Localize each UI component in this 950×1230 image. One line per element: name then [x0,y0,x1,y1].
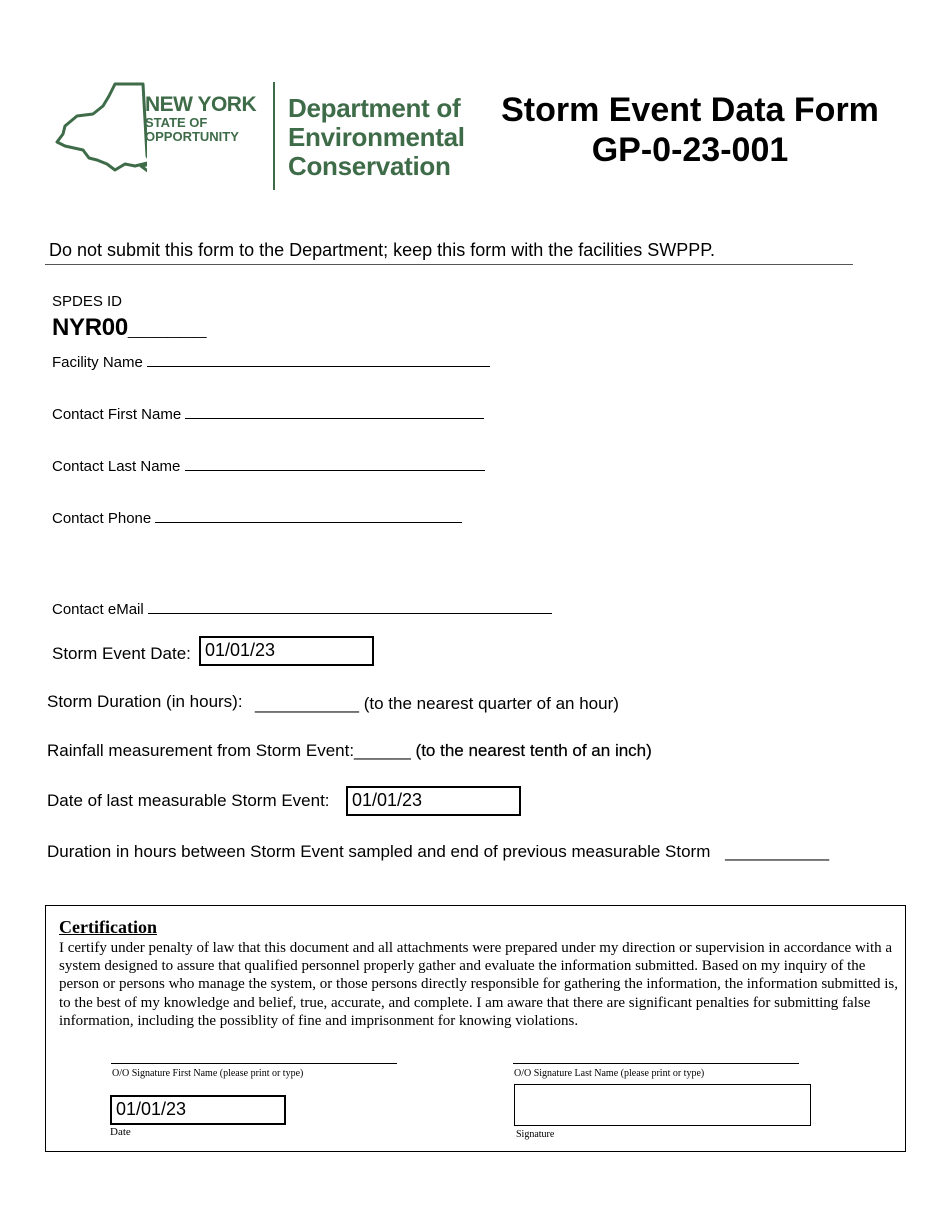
rainfall-label[interactable]: Rainfall measurement from Storm Event:______ [47,741,411,760]
last-name-signature-line[interactable] [513,1063,799,1064]
ny-line1: NEW YORK [145,93,257,116]
certification-text: I certify under penalty of law that this document and all attachments were prepared under my direction or supervision in accordance with a system designed to assure that qualified personnel properly gather and evaluate the information submitted. Based on my inquiry of the person or persons who manage the system, or those persons directly responsible for gathering the information, the information submitted is, to the best of my knowledge and belief, true, accurate, and complete. I am aware that there are significant penalties for submitting false information, including the possiblity of fine and imprisonment for knowing violations. [59,940,898,1029]
facility-name-row [52,352,490,371]
contact-email-label: Contact eMail [52,601,144,618]
signature-caption: Signature [516,1129,555,1140]
date-caption: Date [110,1126,131,1138]
first-name-signature-line[interactable] [111,1063,397,1064]
form-title-line1: Storm Event Data Form [501,91,879,129]
last-name-caption: O/O Signature Last Name (please print or type) [514,1068,705,1079]
contact-email-field[interactable] [148,599,552,614]
storm-date-input[interactable]: 01/01/23 [199,636,374,666]
contact-first-field[interactable] [185,404,484,419]
facility-name-label: Facility Name [52,354,143,371]
first-name-caption: O/O Signature First Name (please print or type) [112,1068,304,1079]
rainfall-note: (to the nearest tenth of an inch) [415,741,652,760]
spdes-id-field[interactable]: NYR00______ [52,314,207,341]
contact-last-row [52,456,485,475]
duration-label: Storm Duration (in hours): [47,692,243,711]
contact-email-row [52,599,552,618]
storm-date-label: Storm Event Date: [52,644,191,663]
ny-wordmark [145,94,256,143]
form-title-line2: GP-0-23-001 [591,131,789,169]
duration-row [255,694,619,714]
rainfall-row [47,741,652,761]
contact-phone-row [52,508,462,527]
contact-last-label: Contact Last Name [52,458,181,475]
facility-name-field[interactable] [147,352,490,367]
ny-line3: OPPORTUNITY [145,129,239,144]
contact-last-field[interactable] [185,456,485,471]
between-field[interactable]: ___________ [725,842,830,861]
dec-logo [55,80,480,195]
between-row [47,842,829,862]
new-york-state-map-icon [55,80,147,180]
spdes-label: SPDES ID [52,293,123,310]
dept-line3: Conservation [288,151,451,181]
form-title [495,90,885,170]
between-label: Duration in hours between Storm Event sampled and end of previous measurable Storm [47,842,711,861]
contact-first-label: Contact First Name [52,406,182,423]
dept-line1: Department of [288,93,461,123]
last-event-date-input[interactable]: 01/01/23 [346,786,521,816]
ny-line2: STATE OF [145,115,208,130]
duration-note: (to the nearest quarter of an hour) [363,694,619,713]
contact-phone-field[interactable] [155,508,462,523]
duration-field[interactable]: ___________ [255,694,360,713]
contact-first-row [52,404,484,423]
contact-phone-label: Contact Phone [52,510,152,527]
certification-date-input[interactable]: 01/01/23 [110,1095,286,1125]
notice-text: Do not submit this form to the Department; keep this form with the facilities SWPPP. [45,240,853,265]
certification-box [45,905,906,1152]
dec-wordmark [288,94,465,181]
certification-title: Certification [59,917,157,937]
logo-divider [273,82,275,190]
signature-field[interactable] [514,1084,811,1126]
dept-line2: Environmental [288,122,465,152]
last-event-label: Date of last measurable Storm Event: [47,791,330,810]
